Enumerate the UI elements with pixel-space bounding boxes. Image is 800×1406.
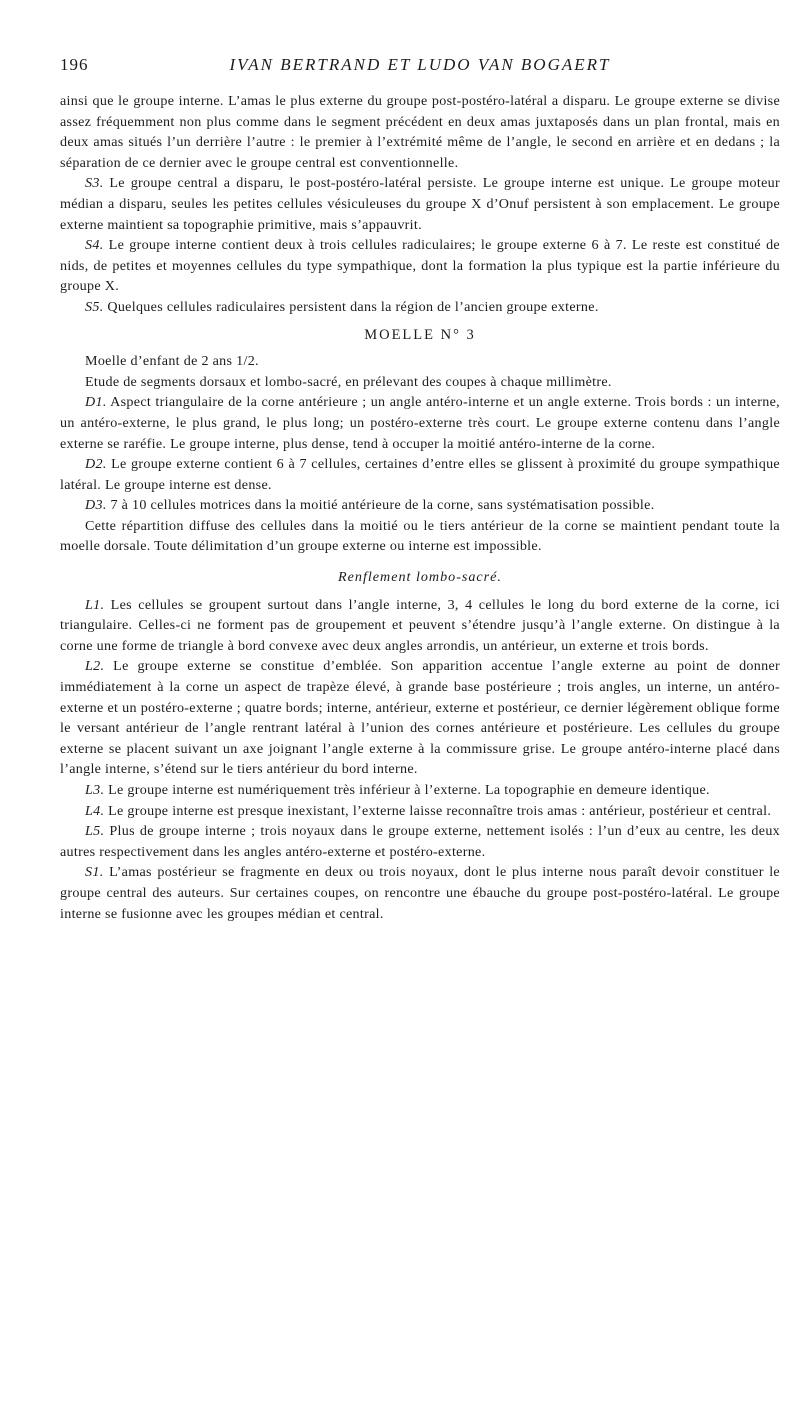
paragraph-l1	[60, 595, 780, 657]
paragraph-label: D2.	[85, 456, 107, 473]
paragraph-label: S5.	[85, 298, 104, 315]
paragraph-label: D3.	[85, 497, 107, 514]
paragraph-text: Le groupe externe contient 6 à 7 cellules, certaines d’entre elles se glissent à proximité du groupe sympathique latéral. Le groupe interne est dense.	[60, 456, 780, 493]
paragraph-l4	[60, 801, 780, 822]
paragraph-text: Moelle d’enfant de 2 ans 1/2.	[85, 353, 259, 370]
running-head	[60, 55, 780, 79]
paragraph-text: ainsi que le groupe interne. L’amas le plus externe du groupe post-postéro-latéral a disparu. Le groupe externe se divise assez fréquemment non plus comme dans le segment précédent en deux amas juxtaposés dans un plan frontal, mais en deux amas situés l’un derrière l’autre : le premier à l’extrémité même de l’angle, le second en arrière et en dedans ; la séparation de ce dernier avec le groupe central est conventionnelle.	[60, 93, 780, 171]
paragraph-text: Cette répartition diffuse des cellules dans la moitié ou le tiers antérieur de la corne se maintient pendant toute la moelle dorsale. Toute délimitation d’un groupe externe ou interne est impossible.	[60, 517, 780, 555]
paragraph-label: S1.	[85, 864, 104, 881]
paragraph-text: L’amas postérieur se fragmente en deux ou trois noyaux, dont le plus interne nous paraît devoir constituer le groupe central des auteurs. Sur certaines coupes, on rencontre une ébauche du groupe post-postéro-latéral. Le groupe interne se fusionne avec les groupes médian et central.	[60, 864, 780, 922]
paragraph-continuation	[60, 91, 780, 173]
section-heading-moelle: MOELLE N° 3	[364, 326, 476, 343]
paragraph-text: 7 à 10 cellules motrices dans la moitié antérieure de la corne, sans systématisation possible.	[110, 497, 655, 514]
paragraph-text: Le groupe central a disparu, le post-postéro-latéral persiste. Le groupe interne est unique. Le groupe moteur médian a disparu, seules les petites cellules vésiculeuses du groupe X d’Onuf persistent à son emplacement. Le groupe externe maintient sa topographie primitive, mais s’appauvrit.	[60, 175, 780, 233]
paragraph-intro-method	[60, 372, 780, 393]
paragraph-text: Aspect triangulaire de la corne antérieure ; un angle antéro-interne et un angle externe. Trois bords : un interne, un antéro-externe, le plus grand, le plus long; un postéro-externe très court. Le groupe externe contenu dans l’angle externe se raréfie. Le groupe interne, plus dense, tend à occuper la moitié antéro-interne de la corne.	[60, 394, 780, 452]
paragraph-l3	[60, 780, 780, 801]
section-heading-renflement: Renflement lombo-sacré.	[338, 569, 502, 586]
paragraph-d3	[60, 495, 780, 516]
paragraph-label: S4.	[85, 237, 104, 254]
paragraph-l2	[60, 656, 780, 780]
paragraph-s4	[60, 235, 780, 297]
paragraph-label: D1.	[85, 394, 107, 411]
paragraph-text: Les cellules se groupent surtout dans l’angle interne, 3, 4 cellules le long du bord externe de la corne, ici triangulaire. Celles-ci ne forment pas de groupement et peuvent s’étendre jusqu’à l’angle externe. On distingue à la corne une forme de triangle à bord convexe avec deux angles arrondis, un antérieur, un externe et trois bords.	[60, 596, 781, 654]
paragraph-text: Le groupe interne contient deux à trois cellules radiculaires; le groupe externe 6 à 7. Le reste est constitué de nids, de petites et moyennes cellules du type sympathique, dont la formation la plus typique est la partie inférieure du groupe X.	[60, 237, 780, 295]
running-title: IVAN BERTRAND ET LUDO VAN BOGAERT	[229, 55, 611, 74]
paragraph-text: Le groupe interne est presque inexistant, l’externe laisse reconnaître trois amas : antérieur, postérieur et central.	[108, 802, 772, 819]
paragraph-s1	[60, 862, 780, 924]
paragraph-l5	[60, 821, 780, 862]
page-number: 196	[60, 55, 89, 74]
paragraph-intro-age	[60, 351, 780, 372]
paragraph-label: L5.	[85, 823, 105, 840]
paragraph-s3	[60, 173, 780, 235]
paragraph-label: L2.	[85, 658, 105, 675]
paragraph-summary	[60, 516, 780, 557]
paragraph-text: Plus de groupe interne ; trois noyaux dans le groupe externe, nettement isolés : l’un d’eux au centre, les deux autres respectivement dans les angles antéro-externe et postéro-externe.	[60, 823, 781, 860]
body-text	[60, 91, 780, 924]
paragraph-text: Le groupe externe se constitue d’emblée. Son apparition accentue l’angle externe au point de donner immédiatement à la corne un aspect de trapèze élevé, à grande base postérieure ; trois angles, un interne, un antéro-externe et un postéro-externe ; quatre bords; interne, antérieur, externe et postérieur, ce dernier légèrement oblique forme le versant antérieur de l’angle rentrant latéral à l’union des cornes antérieure et postérieure. Les cellules du groupe externe se placent suivant un axe joignant l’angle externe à la commissure grise. Le groupe antéro-interne placé dans l’angle interne, s’étend sur le tiers antérieur du bord interne.	[60, 658, 781, 778]
paragraph-label: L4.	[85, 802, 105, 819]
paragraph-label: S3.	[85, 175, 104, 192]
paragraph-s5	[60, 297, 780, 318]
paragraph-d1	[60, 392, 780, 454]
paragraph-label: L1.	[85, 596, 105, 613]
paragraph-label: L3.	[85, 782, 105, 798]
paragraph-text: Quelques cellules radiculaires persistent dans la région de l’ancien groupe externe.	[107, 298, 599, 315]
paragraph-text: Le groupe interne est numériquement très inférieur à l’externe. La topographie en demeure identique.	[108, 782, 710, 798]
paragraph-d2	[60, 454, 780, 495]
paragraph-text: Etude de segments dorsaux et lombo-sacré, en prélevant des coupes à chaque millimètre.	[85, 373, 612, 390]
